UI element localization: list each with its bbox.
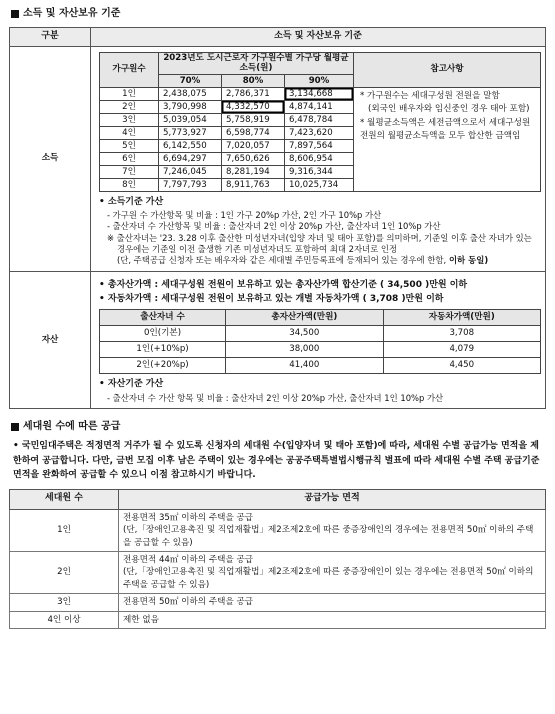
household-table-row xyxy=(10,594,546,611)
income-addition-line-1: - 가구원 수 가산항목 및 비율 : 1인 가구 20%p 가산, 2인 가구 10%p 가산 xyxy=(107,210,382,221)
household-area-line: 전용면적 44㎡ 이하의 주택을 공급 xyxy=(123,554,254,565)
income-members-cell: 7인 xyxy=(100,165,159,178)
income-table-title: 2023년도 도시근로자 가구원수별 가구당 월평균 소득(원) xyxy=(159,52,354,74)
col-header-criteria: 소득 및 자산보유 기준 xyxy=(91,27,546,46)
income-value-cell: 7,797,793 xyxy=(159,178,222,191)
asset-cell: 41,400 xyxy=(226,358,383,374)
asset-cell: 4,450 xyxy=(383,358,540,374)
household-area-line: (단,「장애인고용촉진 및 직업재활법」제2조제2호에 따른 중증장애인의 경우에는 전용면적 50㎡ 이하의 주택을 공급할 수 있음) xyxy=(123,525,534,548)
household-area-cell xyxy=(119,594,546,611)
income-value-cell: 4,332,570 xyxy=(222,100,285,113)
income-members-cell: 8인 xyxy=(100,178,159,191)
household-area-cell xyxy=(119,551,546,593)
income-value-cell: 3,790,998 xyxy=(159,100,222,113)
income-value-cell: 2,438,075 xyxy=(159,87,222,100)
row-label-asset: 자산 xyxy=(10,271,91,408)
asset-cell: 4,079 xyxy=(383,342,540,358)
household-table-row xyxy=(10,611,546,628)
income-value-cell: 7,423,620 xyxy=(285,126,354,139)
income-note: * 월평균소득액은 세전금액으로서 세대구성원 전원의 월평균소득액을 모두 합산한 금액임 xyxy=(360,117,531,141)
income-value-cell: 3,134,668 xyxy=(285,87,354,100)
income-addition-line-3: ※ 출산자녀는 '23. 3.28 이후 출산한 미성년자녀(입양 자녀 및 태아 포함)를 의미하며, 기준일 이후 출산 자녀가 있는 경우에는 기준일 이전 출생한 기존 미성년자녀도 포함하여 최대 2자녀로 인정 xyxy=(107,232,532,255)
income-value-cell: 9,316,344 xyxy=(285,165,354,178)
household-area-line: 제한 없음 xyxy=(123,614,159,625)
asset-table-row xyxy=(100,342,541,358)
document-page xyxy=(9,0,546,629)
asset-table xyxy=(99,309,541,374)
household-members-cell: 2인 xyxy=(10,551,119,593)
col-header-household-members: 세대원 수 xyxy=(10,489,119,509)
income-value-cell: 5,758,919 xyxy=(222,113,285,126)
asset-cell: 38,000 xyxy=(226,342,383,358)
income-asset-table xyxy=(9,27,546,409)
income-table xyxy=(99,52,541,192)
income-notes-cell xyxy=(354,87,541,191)
income-members-cell: 3인 xyxy=(100,113,159,126)
col-header-category: 구분 xyxy=(10,27,91,46)
income-value-cell: 7,020,057 xyxy=(222,139,285,152)
household-area-line: 전용면적 50㎡ 이하의 주택을 공급 xyxy=(123,597,254,608)
income-addition-line-4: (단, 주택공급 신청자 또는 배우자와 같은 세대별 주민등록표에 등재되어 있는 경우에 한함, 이하 동일) xyxy=(117,255,489,266)
income-value-cell: 10,025,734 xyxy=(285,178,354,191)
asset-cell: 34,500 xyxy=(226,326,383,342)
section-title-household: 세대원 수에 따른 공급 xyxy=(11,421,546,434)
section-title-income-asset: 소득 및 자산보유 기준 xyxy=(11,8,546,21)
income-value-cell: 7,650,626 xyxy=(222,152,285,165)
income-value-cell: 4,874,141 xyxy=(285,100,354,113)
income-value-cell: 5,773,927 xyxy=(159,126,222,139)
income-value-cell: 7,246,045 xyxy=(159,165,222,178)
income-addition-line-2: - 출산자녀 수 가산항목 및 비율 : 출산자녀 2인 이상 20%p 가산, 출산자녀 1인 10%p 가산 xyxy=(107,221,441,232)
col-header-members: 가구원수 xyxy=(100,52,159,87)
asset-cell: 0인(기본) xyxy=(100,326,226,342)
income-value-cell: 6,694,297 xyxy=(159,152,222,165)
income-members-cell: 4인 xyxy=(100,126,159,139)
asset-table-row xyxy=(100,358,541,374)
income-addition-block xyxy=(99,196,541,267)
asset-col-children: 출산자녀 수 xyxy=(100,310,226,326)
household-members-cell: 4인 이상 xyxy=(10,611,119,628)
asset-table-row xyxy=(100,326,541,342)
household-area-line: (단,「장애인고용촉진 및 직업재활법」제2조제2호에 따른 중증장애인이 있는 경우에는 전용면적 50㎡ 이하의 주택을 공급할 수 있음) xyxy=(123,567,534,590)
income-members-cell: 5인 xyxy=(100,139,159,152)
col-header-supply-area: 공급가능 면적 xyxy=(119,489,546,509)
income-value-cell: 2,786,371 xyxy=(222,87,285,100)
asset-cell: 3,708 xyxy=(383,326,540,342)
household-table-row xyxy=(10,551,546,593)
asset-cell: 2인(+20%p) xyxy=(100,358,226,374)
income-members-cell: 2인 xyxy=(100,100,159,113)
asset-col-car: 자동차가액(만원) xyxy=(383,310,540,326)
asset-addition-title: • 자산기준 가산 xyxy=(99,379,164,390)
income-value-cell: 6,478,784 xyxy=(285,113,354,126)
income-value-cell: 6,598,774 xyxy=(222,126,285,139)
income-addition-title: • 소득기준 가산 xyxy=(99,196,164,207)
household-area-cell xyxy=(119,509,546,551)
row-label-income: 소득 xyxy=(10,46,91,271)
income-value-cell: 5,039,054 xyxy=(159,113,222,126)
household-area-table xyxy=(9,489,546,630)
asset-total-line: • 총자산가액 : 세대구성원 전원이 보유하고 있는 총자산가액 합산기준 ( 34,500 )만원 이하 xyxy=(99,279,468,290)
asset-addition-line: - 출산자녀 수 가산 항목 및 비율 : 출산자녀 2인 이상 20%p 가산, 출산자녀 1인 10%p 가산 xyxy=(107,392,444,403)
income-table-row xyxy=(100,87,541,100)
household-members-cell: 3인 xyxy=(10,594,119,611)
income-value-cell: 8,281,194 xyxy=(222,165,285,178)
square-bullet-icon xyxy=(11,10,19,18)
household-area-line: 전용면적 35㎡ 이하의 주택을 공급 xyxy=(123,512,254,523)
household-paragraph: • 국민임대주택은 적정면적 거주가 될 수 있도록 신청자의 세대원 수(입양자녀 및 태아 포함)에 따라, 세대원 수별 공급가능 면적을 제한하여 공급합니다. 다만, 금번 모집 이후 남은 주택이 있는 경우에는 공공주택특별법시행규칙 별표에 따라 세대원 수별 주택 공급기준 면적을 완화하여 공급할 수 있으니 이점 참고하시기 바랍니다. xyxy=(13,441,540,481)
asset-cell: 1인(+10%p) xyxy=(100,342,226,358)
income-members-cell: 1인 xyxy=(100,87,159,100)
income-note: * 가구원수는 세대구성원 전원을 말함 xyxy=(360,90,500,101)
income-note: (외국인 배우자와 임신중인 경우 태아 포함) xyxy=(368,104,530,115)
household-table-row xyxy=(10,509,546,551)
household-members-cell: 1인 xyxy=(10,509,119,551)
income-members-cell: 6인 xyxy=(100,152,159,165)
income-value-cell: 6,142,550 xyxy=(159,139,222,152)
asset-col-total: 총자산가액(만원) xyxy=(226,310,383,326)
col-header-notes: 참고사항 xyxy=(354,52,541,87)
col-header-70: 70% xyxy=(159,74,222,87)
income-value-cell: 8,911,763 xyxy=(222,178,285,191)
income-value-cell: 8,606,954 xyxy=(285,152,354,165)
square-bullet-icon xyxy=(11,423,19,431)
household-area-cell xyxy=(119,611,546,628)
income-value-cell: 7,897,564 xyxy=(285,139,354,152)
col-header-90: 90% xyxy=(285,74,354,87)
asset-car-line: • 자동차가액 : 세대구성원 전원이 보유하고 있는 개별 자동차가액 ( 3,708 )만원 이하 xyxy=(99,294,444,305)
col-header-80: 80% xyxy=(222,74,285,87)
